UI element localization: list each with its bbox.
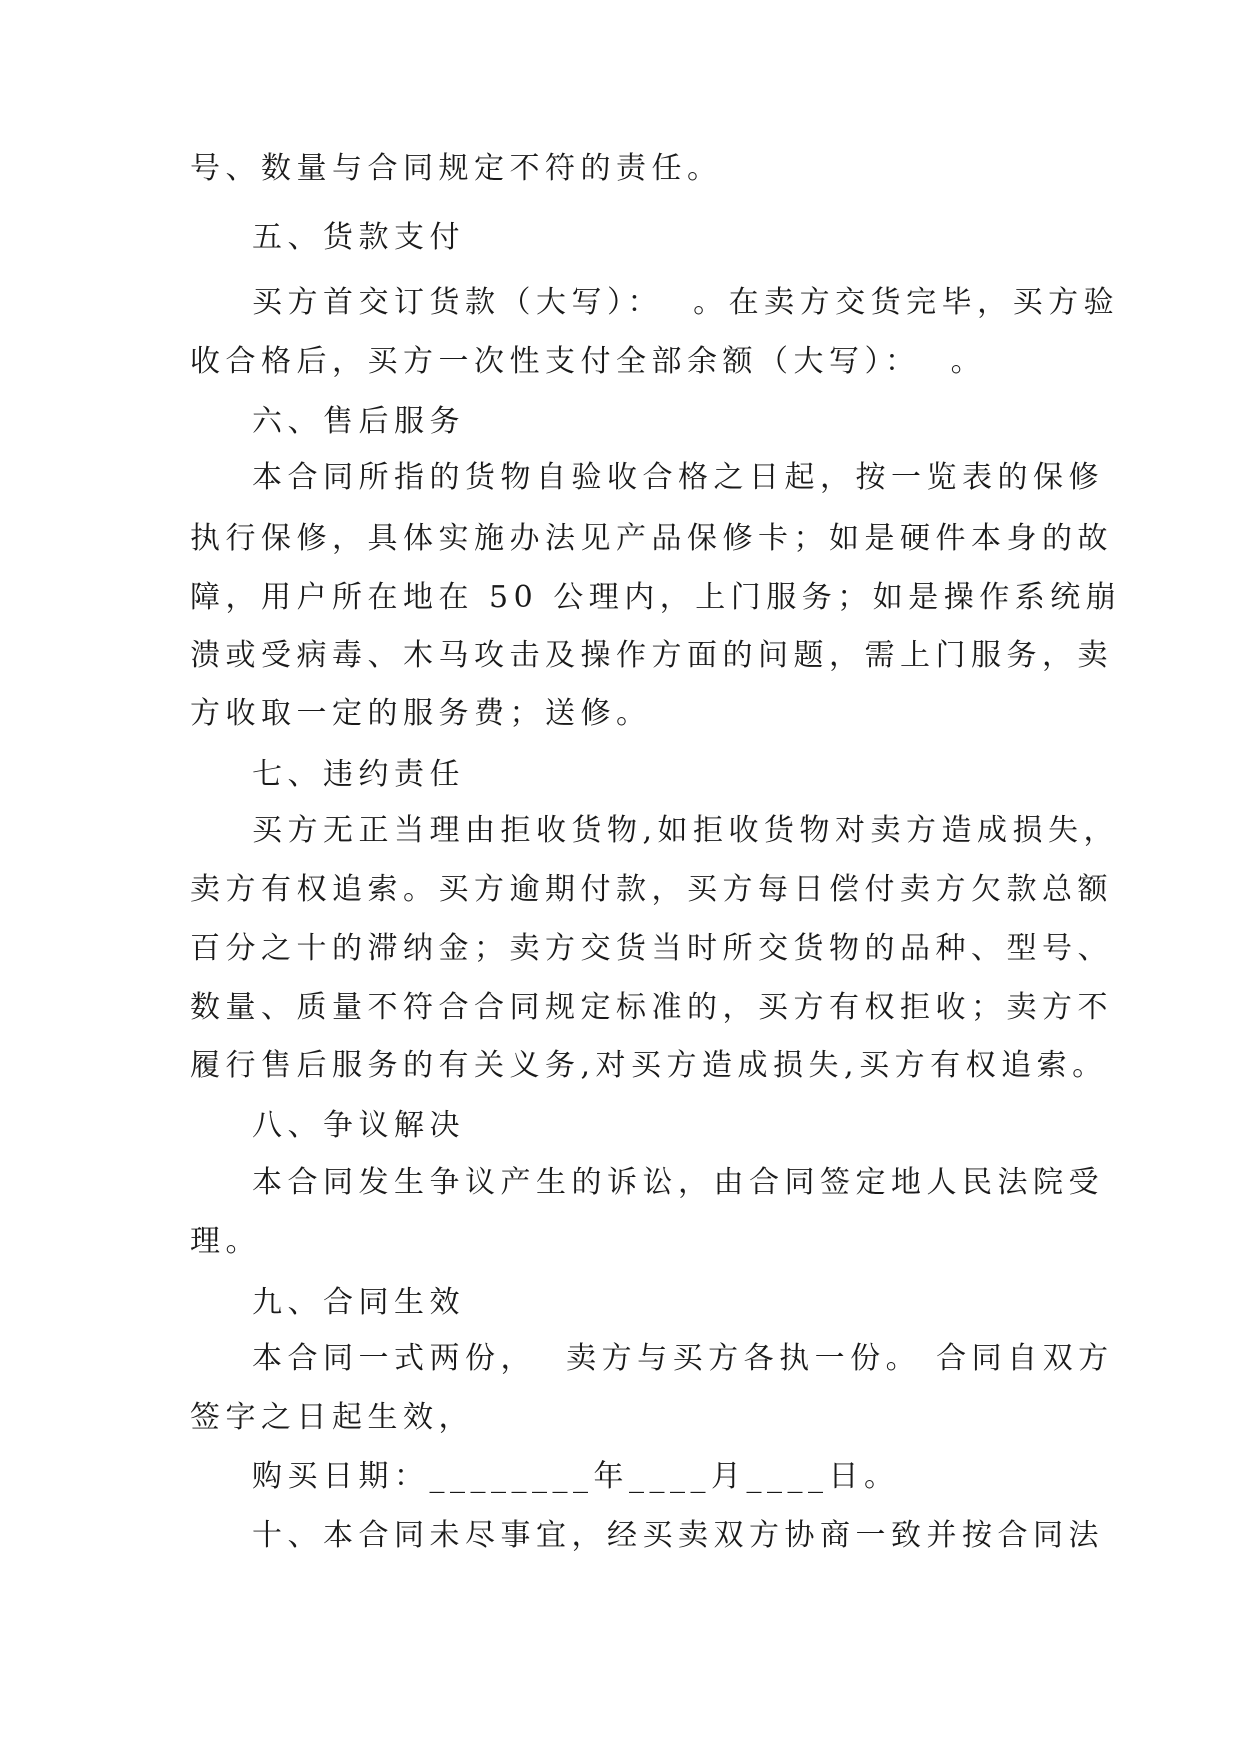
text-line: 溃或受病毒、木马攻击及操作方面的问题，需上门服务，卖 — [190, 638, 1113, 673]
text-line: 百分之十的滞纳金；卖方交货当时所交货物的品种、型号、 — [190, 931, 1113, 966]
text-line: 障，用户所在地在 50 公理内，上门服务；如是操作系统崩 — [190, 580, 1122, 615]
text-line: 卖方有权追索。买方逾期付款，买方每日偿付卖方欠款总额 — [190, 872, 1113, 907]
section-heading: 七、违约责任 — [252, 757, 465, 792]
purchase-date-line: 购买日期：________年____月____日。 — [252, 1459, 900, 1494]
text-line: 签字之日起生效， — [190, 1400, 474, 1435]
text-line: 方收取一定的服务费；送修。 — [190, 696, 652, 731]
section-heading: 九、合同生效 — [252, 1285, 465, 1320]
text-line: 买方首交订货款（大写）： 。在卖方交货完毕，买方验 — [252, 285, 1120, 320]
section-heading: 六、售后服务 — [252, 404, 465, 439]
text-line: 本合同所指的货物自验收合格之日起，按一览表的保修 — [252, 460, 1104, 495]
section-heading: 五、货款支付 — [252, 220, 465, 255]
text-line: 履行售后服务的有关义务,对买方造成损失,买方有权追索。 — [190, 1048, 1108, 1083]
text-line: 数量、质量不符合合同规定标准的，买方有权拒收；卖方不 — [190, 990, 1113, 1025]
text-line: 收合格后，买方一次性支付全部余额（大写）： 。 — [190, 344, 987, 379]
text-line: 本合同发生争议产生的诉讼，由合同签定地人民法院受 — [252, 1165, 1104, 1200]
text-line: 理。 — [190, 1224, 261, 1259]
section-heading: 八、争议解决 — [252, 1108, 465, 1143]
text-line: 本合同一式两份， 卖方与买方各执一份。 合同自双方 — [252, 1341, 1114, 1376]
text-line: 十、本合同未尽事宜，经买卖双方协商一致并按合同法 — [252, 1518, 1104, 1553]
text-line: 执行保修，具体实施办法见产品保修卡；如是硬件本身的故 — [190, 521, 1113, 556]
text-line: 买方无正当理由拒收货物,如拒收货物对卖方造成损失， — [252, 813, 1120, 848]
text-line: 号、数量与合同规定不符的责任。 — [190, 151, 723, 186]
